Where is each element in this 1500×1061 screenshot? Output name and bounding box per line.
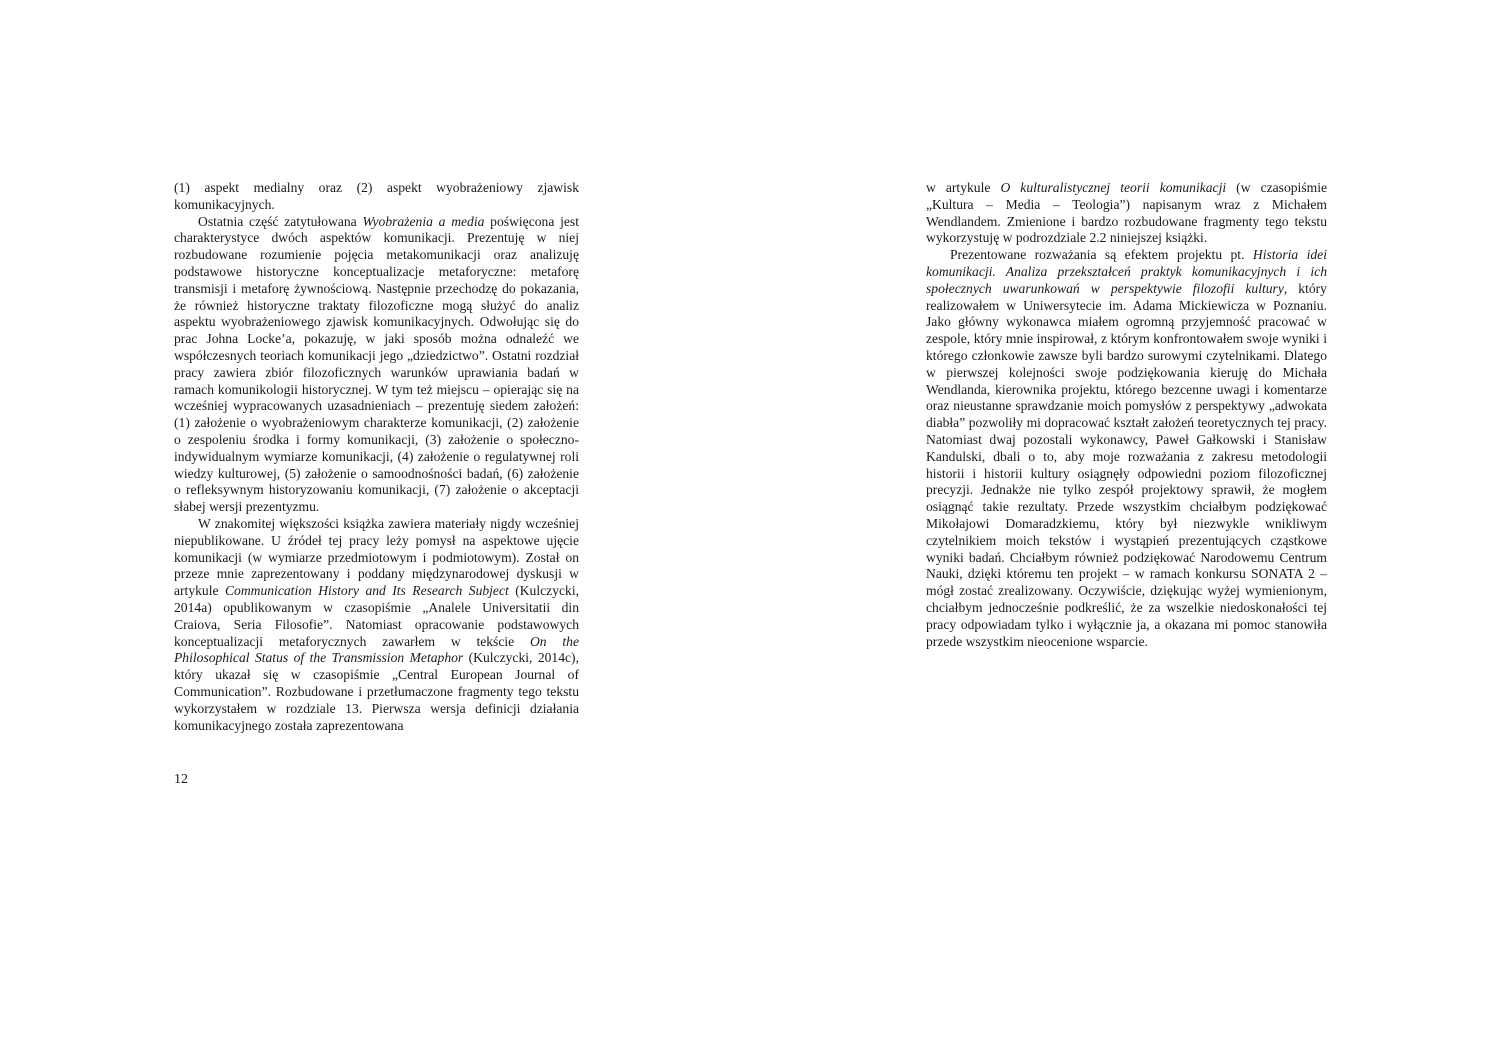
text-run: poświęcona jest charakterystyce dwóch aspektów komunikacji. Prezentuję w niej rozbudowane rozumienie pojęcia metakomunikacji oraz analizuję podstawowe historyczne konceptualizacje metaforyczne: metaforę transmisji i metaforę żywnościową. Następnie przechodzę do pokazania, że również historyczne traktaty filozoficzne mogą służyć do analiz aspektu wyobrażeniowego zjawisk komunikacyjnych. Odwołując się do prac Johna Locke’a, pokazuję, w jaki sposób można odnaleźć we współczesnych teoriach komunikacji jego „dziedzictwo”. Ostatni rozdział pracy zawiera zbiór filozoficznych warunków uprawiania badań w ramach komunikologii historycznej. W tym też miejscu – opierając się na wcześniej wypracowanych uzasadnieniach – prezentuję siedem założeń: (1) założenie o wyobrażeniowym charakterze komunikacji, (2) założenie o zespoleniu środka i formy komunikacji, (3) założenie o społeczno-indywidualnym wymiarze komunikacji, (4) założenie o regulatywnej roli wiedzy kulturowej, (5) założenie o samoodnośności badań, (6) założenie o refleksywnym historyzowaniu komunikacji, (7) założenie o akceptacji słabej wersji prezentyzmu. — [174, 213, 579, 515]
paragraph — [174, 180, 579, 214]
text-run: (Kulczycki, 2014c), który ukazał się w czasopiśmie „Central European Journal of Communication”. Rozbudowane i przetłumaczone fragmenty tego tekstu wykorzystałem w rozdziale 13. Pierwsza wersja definicji działania komunikacyjnego została zaprezentowana — [174, 650, 579, 733]
italic-title: Historia idei komunikacji. Analiza przekształceń praktyk komunikacyjnych i ich społecznych uwarunkowań w perspektywie filozofii kultury — [926, 247, 1327, 296]
text-run: Ostatnia część zatytułowana — [198, 213, 363, 229]
italic-title: Wyobrażenia a media — [362, 213, 485, 229]
italic-title: Communication History and Its Research Subject — [224, 583, 509, 599]
paragraph — [174, 516, 579, 734]
paragraph — [926, 247, 1327, 650]
paragraph — [926, 180, 1327, 247]
text-run: w artykule — [926, 180, 1001, 195]
text-run: , który realizowałem w Uniwersytecie im. Adama Mickiewicza w Poznaniu. Jako główny wykonawca miałem ogromną przyjemność pracować w zespole, który mnie inspirował, z którym konfrontowałem swoje wyniki i którego członkowie zawsze byli bardzo surowymi czytelnikami. Dlatego w pierwszej kolejności swoje podziękowania kieruję do Michała Wendlanda, kierownika projektu, którego bezcenne uwagi i komentarze oraz nieustanne sprawdzanie moich pomysłów z perspektywy „adwokata diabła” pozwoliły mi dopracować kształt założeń teoretycznych tej pracy. Natomiast dwaj pozostali wykonawcy, Paweł Gałkowski i Stanisław Kandulski, dbali o to, aby moje rozważania z zakresu metodologii historii i historii kultury osiągnęły odpowiedni poziom filozoficznej precyzji. Jednakże nie tylko zespół projektowy sprawił, że mogłem osiągnąć takie rezultaty. Przede wszystkim chciałbym podziękować Mikołajowi Domaradzkiemu, który był niezwykle wnikliwym czytelnikiem moich tekstów i wystąpień prezentujących cząstkowe wyniki badań. Chciałbym również podziękować Narodowemu Centrum Nauki, dzięki któremu ten projekt – w ramach konkursu SONATA 2 – mógł zostać zrealizowany. Oczywiście, dziękując wyżej wymienionym, chciałbym jednocześnie podkreślić, że za wszelkie niedoskonałości tej pracy odpowiadam tylko i wyłącznie ja, a okazana mi pomoc stanowiła przede wszystkim nieocenione wsparcie. — [926, 280, 1327, 649]
right-page-text — [926, 180, 1327, 650]
paragraph — [174, 214, 579, 516]
text-run: (Kulczycki, 2014a) opublikowanym w czasopiśmie „Analele Universitatii din Craiova, Seria Filosofie”. Natomiast opracowanie podstawowych konceptualizacji metaforycznych zawarłem w tekście — [174, 583, 579, 649]
page-number: 12 — [174, 772, 188, 787]
text-run: (1) aspekt medialny oraz (2) aspekt wyobrażeniowy zjawisk komunikacyjnych. — [174, 180, 579, 212]
text-run: (w czasopiśmie „Kultura – Media – Teologia”) napisanym wraz z Michałem Wendlandem. Zmienione i bardzo rozbudowane fragmenty tego tekstu wykorzystuję w podrozdziale 2.2 niniejszej książki. — [926, 180, 1328, 246]
italic-title: On the Philosophical Status of the Transmission Metaphor — [174, 633, 579, 666]
italic-title: O kulturalistycznej teorii komunikacji — [1000, 180, 1227, 195]
left-page-text — [174, 180, 579, 734]
text-run: W znakomitej większości książka zawiera materiały nigdy wcześniej niepublikowane. U źródeł tej pracy leży pomysł na aspektowe ujęcie komunikacji (w wymiarze przedmiotowym i podmiotowym). Został on przeze mnie zaprezentowany i poddany międzynarodowej dyskusji w artykule — [174, 515, 579, 599]
text-run: Prezentowane rozważania są efektem projektu pt. — [950, 247, 1253, 263]
